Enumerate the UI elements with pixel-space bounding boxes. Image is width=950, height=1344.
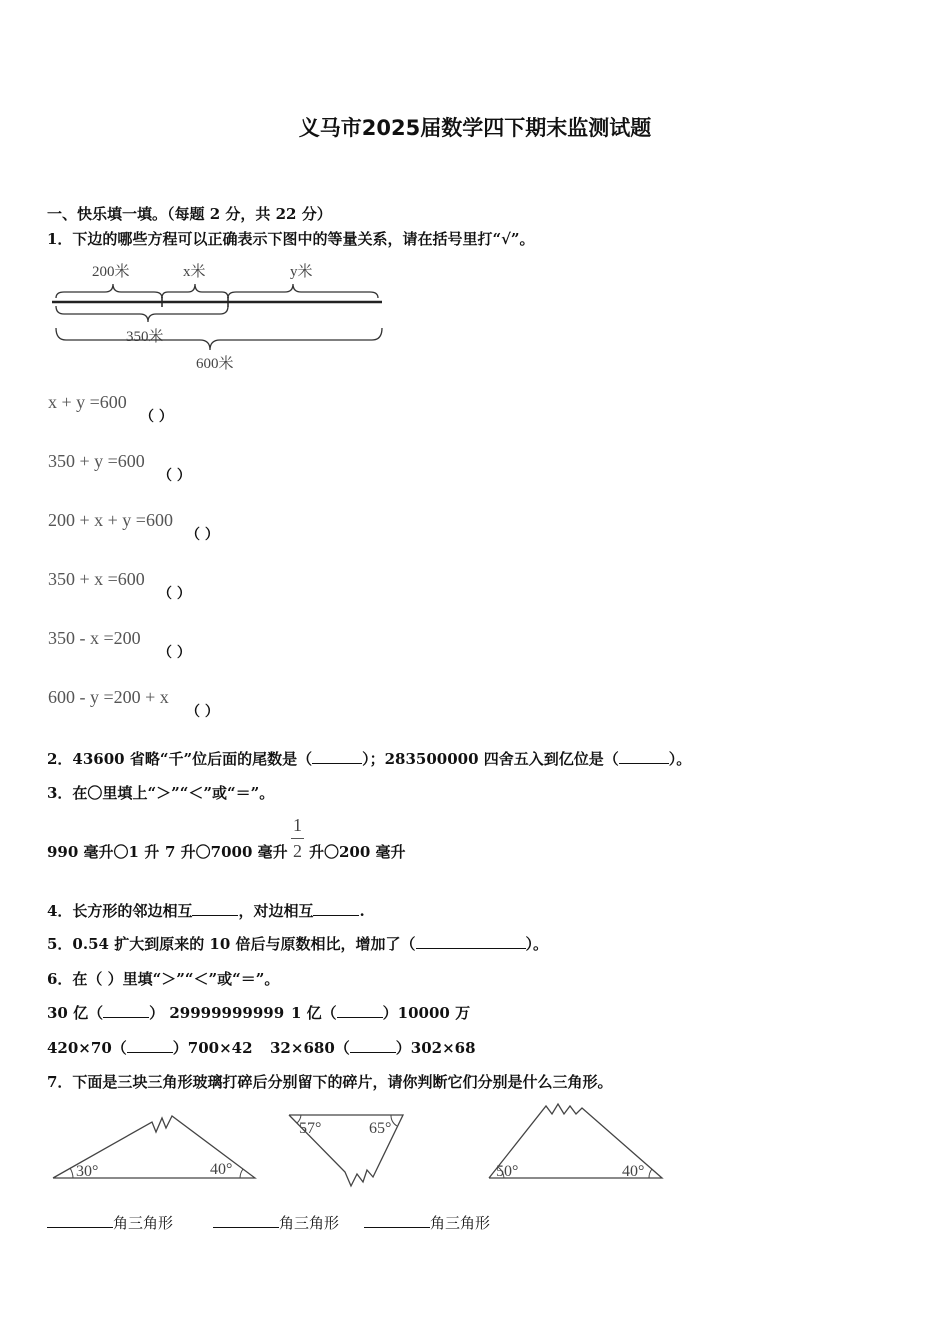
q5-text-1: 5．0.54 扩大到原来的 10 倍后与原数相比，增加了（ <box>47 935 416 953</box>
t3-left-angle: 50° <box>496 1163 519 1180</box>
q3-item-a: 990 毫升〇1 升 <box>47 843 160 861</box>
q7-blank-3[interactable] <box>364 1213 430 1228</box>
q4-text-1: 4．长方形的邻边相互 <box>47 902 193 920</box>
option-1-answer[interactable]: （ ） <box>140 409 173 425</box>
fraction-denominator: 2 <box>293 841 302 861</box>
option-5-answer[interactable]: （ ） <box>158 645 191 661</box>
q6-r1a-blank[interactable] <box>103 1003 149 1018</box>
question-2 <box>47 748 691 769</box>
option-2-equation: 350 + y =600 <box>48 451 145 471</box>
label-350: 350米 <box>126 329 164 345</box>
q6-row1-a <box>47 1002 284 1023</box>
option-3-equation: 200 + x + y =600 <box>48 510 173 530</box>
q2-text-2: ）；283500000 四舍五入到亿位是（ <box>362 750 619 768</box>
t1-left-angle: 30° <box>76 1163 99 1180</box>
q6-row1-b <box>291 1002 470 1023</box>
t2-left-angle: 57° <box>299 1120 322 1137</box>
q7-suffix-2: 角三角形 <box>279 1214 340 1232</box>
q5-text-2: ）。 <box>525 935 549 953</box>
q6-r1b-right: ）10000 万 <box>382 1004 471 1022</box>
question-3-stem: 3．在〇里填上“＞”“＜”或“＝”。 <box>47 784 275 802</box>
q3-item-c: 升〇200 毫升 <box>309 843 406 861</box>
triangle-fragment-2 <box>287 1112 407 1190</box>
option-1-equation: x + y =600 <box>48 392 127 412</box>
q7-suffix-3: 角三角形 <box>430 1214 491 1232</box>
page-title: 义马市2025届数学四下期末监测试题 <box>298 116 652 140</box>
label-600: 600米 <box>196 356 234 372</box>
q7-suffix-1: 角三角形 <box>113 1214 174 1232</box>
q6-r2b-blank[interactable] <box>350 1038 396 1053</box>
question-4 <box>47 900 365 921</box>
q6-r2b-left: 32×680（ <box>270 1039 350 1057</box>
t2-right-angle: 65° <box>369 1120 392 1137</box>
option-3-answer[interactable]: （ ） <box>186 527 219 543</box>
q7-answer-3 <box>364 1212 490 1233</box>
t1-right-angle: 40° <box>210 1161 233 1178</box>
label-x: x米 <box>183 264 206 280</box>
segment-diagram <box>50 258 390 373</box>
triangle-fragment-1 <box>50 1108 260 1184</box>
q7-blank-2[interactable] <box>213 1213 279 1228</box>
label-y: y米 <box>290 264 313 280</box>
q6-row2-a <box>47 1037 253 1058</box>
question-7-stem: 7．下面是三块三角形玻璃打碎后分别留下的碎片，请你判断它们分别是什么三角形。 <box>47 1073 613 1091</box>
option-6-answer[interactable]: （ ） <box>186 704 219 720</box>
section-heading: 一、快乐填一填。（每题 2 分，共 22 分） <box>47 205 332 223</box>
fraction-numerator: 1 <box>293 815 302 835</box>
label-200: 200米 <box>92 264 130 280</box>
option-4-equation: 350 + x =600 <box>48 569 145 589</box>
q6-r1a-right: ） 29999999999 <box>149 1004 285 1022</box>
q4-text-2: ，对边相互 <box>238 902 314 920</box>
q6-row2-b <box>270 1037 476 1058</box>
t3-right-angle: 40° <box>622 1163 645 1180</box>
q4-blank-1[interactable] <box>192 901 238 916</box>
fraction-bar <box>291 838 304 839</box>
option-4-answer[interactable]: （ ） <box>158 586 191 602</box>
q6-r1b-blank[interactable] <box>337 1003 383 1018</box>
q7-answer-1 <box>47 1212 173 1233</box>
q2-text-3: ）。 <box>668 750 692 768</box>
option-6-equation: 600 - y =200 + x <box>48 687 169 707</box>
question-6-stem: 6．在（ ）里填“＞”“＜”或“＝”。 <box>47 970 280 988</box>
q6-r1a-left: 30 亿（ <box>47 1004 104 1022</box>
q2-blank-1[interactable] <box>312 749 362 764</box>
q6-r2a-left: 420×70（ <box>47 1039 127 1057</box>
q6-r1b-left: 1 亿（ <box>291 1004 337 1022</box>
question-5 <box>47 933 548 954</box>
option-5-equation: 350 - x =200 <box>48 628 141 648</box>
q6-r2a-right: ）700×42 <box>172 1039 253 1057</box>
triangle-fragment-3 <box>486 1100 666 1184</box>
q6-r2a-blank[interactable] <box>127 1038 173 1053</box>
q2-text-1: 2．43600 省略“千”位后面的尾数是（ <box>47 750 313 768</box>
q5-blank[interactable] <box>416 934 526 949</box>
q7-answer-2 <box>213 1212 339 1233</box>
q4-text-3: . <box>359 902 365 920</box>
q7-blank-1[interactable] <box>47 1213 113 1228</box>
option-2-answer[interactable]: （ ） <box>158 468 191 484</box>
question-1-stem: 1．下边的哪些方程可以正确表示下图中的等量关系，请在括号里打“√”。 <box>47 230 535 248</box>
q4-blank-2[interactable] <box>313 901 359 916</box>
q6-r2b-right: ）302×68 <box>395 1039 476 1057</box>
q2-blank-2[interactable] <box>619 749 669 764</box>
q3-item-b: 7 升〇7000 毫升 <box>165 843 288 861</box>
